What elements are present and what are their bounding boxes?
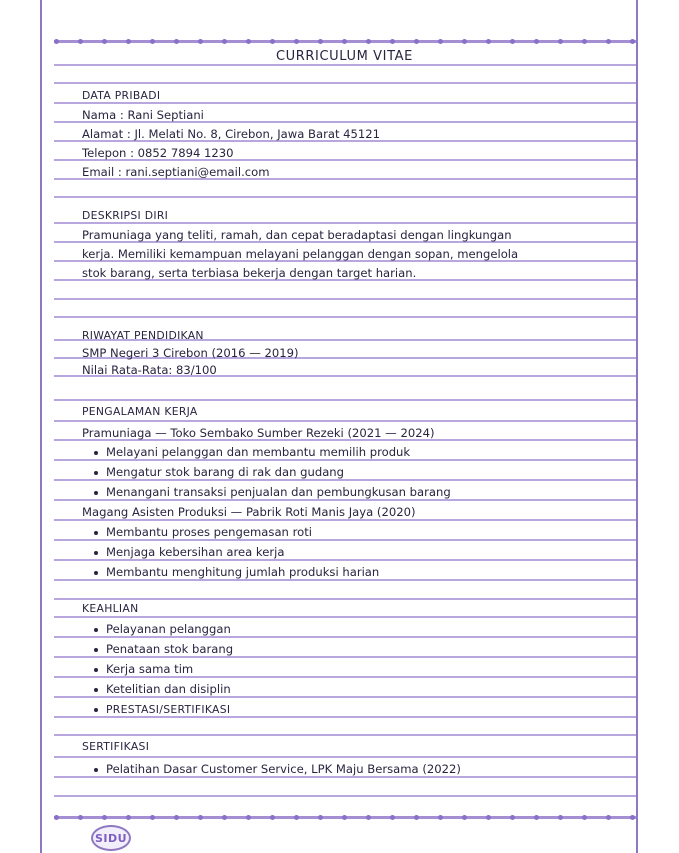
margin-dot [582, 39, 587, 44]
margin-dot [558, 39, 563, 44]
margin-dot [126, 815, 131, 820]
ruled-line [54, 64, 636, 66]
bullet-dot [94, 491, 98, 495]
section-header-experience: PENGALAMAN KERJA [82, 405, 198, 418]
personal-phone: Telepon : 0852 7894 1230 [82, 146, 234, 160]
margin-dot [414, 815, 419, 820]
job-task: Mengatur stok barang di rak dan gudang [106, 465, 345, 479]
margin-dot [438, 815, 443, 820]
bullet-dot [94, 451, 98, 455]
logo-text: SIDU [94, 831, 128, 845]
description-line: kerja. Memiliki kemampuan melayani pelanggan dengan sopan, mengelola [82, 247, 519, 261]
education-grade: Nilai Rata-Rata: 83/100 [82, 363, 217, 377]
margin-dot [630, 39, 635, 44]
margin-dot [366, 815, 371, 820]
margin-dot [486, 39, 491, 44]
personal-address: Alamat : Jl. Melati No. 8, Cirebon, Jawa Barat 45121 [82, 127, 381, 141]
margin-dot [558, 815, 563, 820]
margin-dot [414, 39, 419, 44]
right-border-line [636, 0, 638, 853]
job-task: Menjaga kebersihan area kerja [106, 545, 285, 559]
margin-dot [150, 39, 155, 44]
margin-dot [222, 39, 227, 44]
job-task: Melayani pelanggan dan membantu memilih produk [106, 445, 411, 459]
section-header-description: DESKRIPSI DIRI [82, 209, 169, 222]
description-line: stok barang, serta terbiasa bekerja dengan target harian. [82, 266, 417, 280]
margin-dot [582, 815, 587, 820]
margin-dot [54, 39, 59, 44]
margin-dot [366, 39, 371, 44]
left-border-line [40, 0, 42, 853]
margin-dot [606, 39, 611, 44]
margin-dot [198, 39, 203, 44]
page-title: CURRICULUM VITAE [276, 49, 413, 64]
margin-dot [486, 815, 491, 820]
margin-dot [102, 815, 107, 820]
bullet-dot [94, 688, 98, 692]
margin-dot [534, 39, 539, 44]
sidu-logo-icon [91, 825, 131, 851]
bullet-dot [94, 768, 98, 772]
job-title: Magang Asisten Produksi — Pabrik Roti Manis Jaya (2020) [82, 505, 416, 519]
bullet-dot [94, 628, 98, 632]
section-header-certification: SERTIFIKASI [82, 740, 150, 753]
ruled-line [54, 420, 636, 422]
margin-dot [174, 815, 179, 820]
skill-item: Pelayanan pelanggan [106, 622, 231, 636]
margin-dot [534, 815, 539, 820]
margin-dots [54, 815, 636, 821]
margin-dot [246, 815, 251, 820]
skill-item: PRESTASI/SERTIFIKASI [106, 703, 231, 716]
margin-dot [606, 815, 611, 820]
margin-dot [462, 39, 467, 44]
bullet-dot [94, 708, 98, 712]
margin-dot [510, 39, 515, 44]
margin-dot [318, 815, 323, 820]
ruled-line [54, 459, 636, 461]
ruled-line [54, 656, 636, 658]
ruled-line [54, 734, 636, 736]
job-task: Membantu proses pengemasan roti [106, 525, 312, 539]
ruled-line [54, 298, 636, 300]
margin-dot [342, 39, 347, 44]
ruled-line [54, 616, 636, 618]
skill-item: Penataan stok barang [106, 642, 234, 656]
ruled-line [54, 316, 636, 318]
margin-dot [342, 815, 347, 820]
section-header-personal: DATA PRIBADI [82, 89, 161, 102]
ruled-line [54, 756, 636, 758]
description-line: Pramuniaga yang teliti, ramah, dan cepat beradaptasi dengan lingkungan [82, 228, 512, 242]
margin-dot [78, 39, 83, 44]
margin-dots [54, 39, 636, 45]
ruled-line [54, 636, 636, 638]
margin-dot [294, 815, 299, 820]
margin-dot [390, 39, 395, 44]
margin-dot [150, 815, 155, 820]
margin-dot [198, 815, 203, 820]
ruled-line [54, 598, 636, 600]
ruled-line [54, 676, 636, 678]
job-task: Menangani transaksi penjualan dan pembungkusan barang [106, 485, 451, 499]
skill-item: Ketelitian dan disiplin [106, 682, 231, 696]
ruled-line [54, 82, 636, 84]
ruled-line [54, 479, 636, 481]
bullet-dot [94, 648, 98, 652]
ruled-line [54, 399, 636, 401]
section-header-skills: KEAHLIAN [82, 602, 139, 615]
margin-dot [174, 39, 179, 44]
ruled-line [54, 579, 636, 581]
section-header-education: RIWAYAT PENDIDIKAN [82, 329, 204, 342]
margin-dot [222, 815, 227, 820]
margin-dot [438, 39, 443, 44]
job-task: Membantu menghitung jumlah produksi harian [106, 565, 380, 579]
education-school: SMP Negeri 3 Cirebon (2016 — 2019) [82, 346, 299, 360]
bullet-dot [94, 471, 98, 475]
margin-dot [270, 815, 275, 820]
margin-dot [126, 39, 131, 44]
ruled-line [54, 519, 636, 521]
personal-name: Nama : Rani Septiani [82, 108, 204, 122]
bullet-dot [94, 571, 98, 575]
margin-dot [294, 39, 299, 44]
bullet-dot [94, 531, 98, 535]
job-title: Pramuniaga — Toko Sembako Sumber Rezeki (2021 — 2024) [82, 426, 435, 440]
margin-dot [630, 815, 635, 820]
margin-dot [102, 39, 107, 44]
margin-dot [318, 39, 323, 44]
margin-dot [270, 39, 275, 44]
skill-item: Kerja sama tim [106, 662, 194, 676]
ruled-line [54, 776, 636, 778]
margin-dot [78, 815, 83, 820]
ruled-line [54, 696, 636, 698]
personal-email: Email : rani.septiani@email.com [82, 165, 270, 179]
ruled-line [54, 795, 636, 797]
margin-dot [246, 39, 251, 44]
ruled-line [54, 539, 636, 541]
ruled-line [54, 196, 636, 198]
bullet-dot [94, 668, 98, 672]
bullet-dot [94, 551, 98, 555]
certification-item: Pelatihan Dasar Customer Service, LPK Maju Bersama (2022) [106, 762, 461, 776]
margin-dot [390, 815, 395, 820]
ruled-line [54, 559, 636, 561]
ruled-line [54, 499, 636, 501]
margin-dot [462, 815, 467, 820]
margin-dot [510, 815, 515, 820]
margin-dot [54, 815, 59, 820]
